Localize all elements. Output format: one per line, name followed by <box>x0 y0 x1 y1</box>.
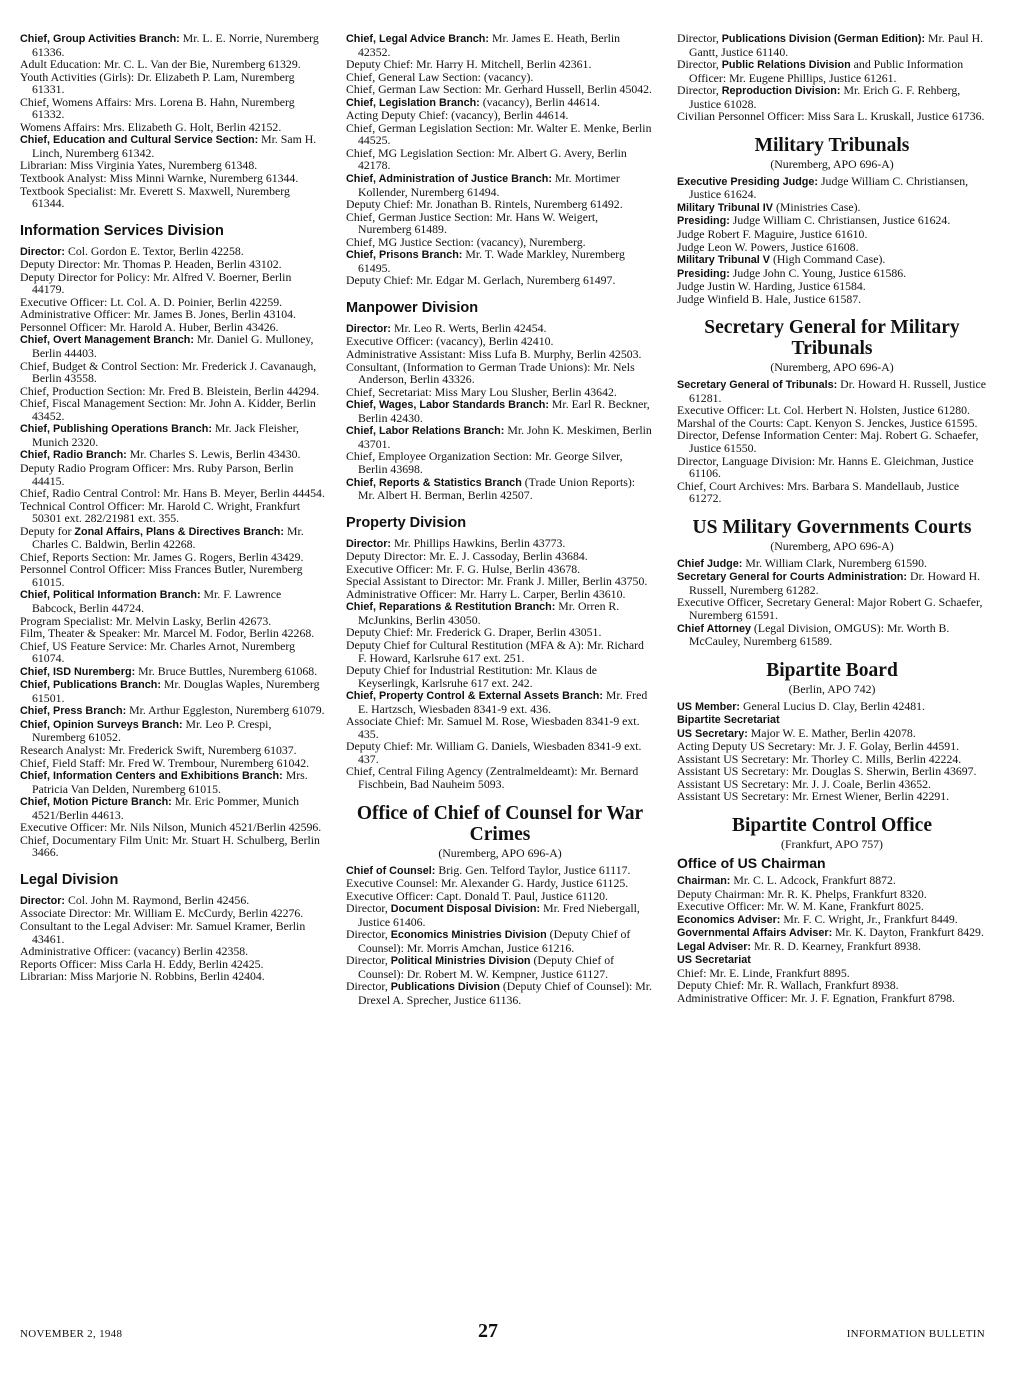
directory-entry <box>20 704 325 718</box>
entry-title: Secretary General for Courts Administration: <box>677 571 907 584</box>
entry-text: Civilian Personnel Officer: Miss Sara L. Kruskall, Justice 61736. <box>677 109 985 124</box>
directory-entry <box>677 455 987 480</box>
entry-text: Executive Officer: Lt. Col. A. D. Poinier, Berlin 42259. <box>20 294 283 309</box>
entry-title: US Member: <box>677 700 740 713</box>
entry-text: Textbook Analyst: Miss Minni Warnke, Nuremberg 61344. <box>20 171 299 186</box>
entry-text: Executive Officer: Capt. Donald T. Paul, Justice 61120. <box>346 888 608 903</box>
directory-entry <box>346 740 654 765</box>
entry-title: Document Disposal Division: <box>390 903 541 916</box>
entry-text: Mr. Charles C. Baldwin, Berlin 42268. <box>32 523 304 552</box>
directory-entry <box>677 378 987 404</box>
entry-title: Chief, Property Control & External Assets Branch: <box>346 690 603 703</box>
entry-text: Chief, German Law Section: Mr. Gerhard Hussell, Berlin 45042. <box>346 82 652 97</box>
subsection-heading: Office of US Chairman <box>677 854 826 871</box>
entry-text: Chief, Budget & Control Section: Mr. Frederick J. Cavanaugh, Berlin 43558. <box>20 358 317 386</box>
entry-title: Political Ministries Division <box>390 955 531 968</box>
entry-text: Mr. Earl R. Beckner, Berlin 42430. <box>358 397 650 425</box>
directory-entry <box>20 718 325 744</box>
directory-entry <box>677 790 987 803</box>
entry-title: Director: <box>346 537 391 550</box>
entry-text: Deputy Chief: Mr. Edgar M. Gerlach, Nuremberg 61497. <box>346 273 616 288</box>
entry-text: Assistant US Secretary: Mr. Douglas S. Sherwin, Berlin 43697. <box>677 764 977 779</box>
entry-title: US Secretariat <box>677 954 751 967</box>
directory-entry <box>20 970 325 983</box>
directory-entry <box>677 84 987 110</box>
directory-entry <box>677 214 987 228</box>
entry-title: Chief, Opinion Surveys Branch: <box>20 718 183 731</box>
entry-text: Administrative Officer: Mr. James B. Jones, Berlin 43104. <box>20 307 296 322</box>
directory-entry <box>20 834 325 859</box>
entry-text: Mr. K. Dayton, Frankfurt 8429. <box>832 925 984 940</box>
directory-entry <box>677 480 987 505</box>
entry-title: Director: <box>20 894 65 907</box>
entry-text: Dr. Howard H. Russell, Nuremberg 61282. <box>689 569 981 597</box>
entry-text: Deputy Chief for Industrial Restitution: Mr. Klaus de Keyserlingk, Karlsruhe 617 ext. 242. <box>346 663 597 690</box>
entry-text: Associate Director: Mr. William E. McCurdy, Berlin 42276. <box>20 906 304 921</box>
entry-title: Chief, Information Centers and Exhibitions Branch: <box>20 770 283 783</box>
directory-entry <box>20 894 325 908</box>
entry-text: Chief, Reports Section: Mr. James G. Rogers, Berlin 43429. <box>20 549 304 564</box>
entry-text: Director, <box>346 953 391 968</box>
entry-text: Chief, MG Legislation Section: Mr. Albert G. Avery, Berlin 42178. <box>346 145 627 173</box>
directory-entry <box>346 274 654 287</box>
entry-title: Chief, Political Information Branch: <box>20 589 201 602</box>
directory-entry <box>20 333 325 359</box>
entry-text: Film, Theater & Speaker: Mr. Marcel M. Fodor, Berlin 42268. <box>20 626 315 641</box>
entry-title: Chief of Counsel: <box>346 864 436 877</box>
entry-text: Mr. Daniel G. Mulloney, Berlin 44403. <box>32 332 314 361</box>
directory-entry <box>346 476 654 502</box>
directory-entry <box>20 500 325 525</box>
entry-text: Mr. Erich G. F. Rehberg, Justice 61028. <box>689 83 961 111</box>
directory-entry <box>677 596 987 621</box>
entry-text: Librarian: Miss Virginia Yates, Nuremberg 61348. <box>20 158 258 173</box>
entry-text: and Public Information Officer: Mr. Eugene Phillips, Justice 61261. <box>689 57 964 85</box>
entry-text: Mr. Sam H. Linch, Nuremberg 61342. <box>32 132 317 160</box>
directory-entry <box>677 429 987 454</box>
entry-text: Director, <box>677 83 722 98</box>
entry-text: Director, <box>346 901 391 916</box>
entry-text: Dr. Howard H. Russell, Justice 61281. <box>689 377 986 405</box>
entry-text: Deputy Chief: Mr. Jonathan B. Rintels, Nuremberg 61492. <box>346 197 623 212</box>
entry-text: Col. John M. Raymond, Berlin 42456. <box>65 892 250 907</box>
entry-text: Executive Officer: Lt. Col. Herbert N. Holsten, Justice 61280. <box>677 403 970 418</box>
directory-entry <box>20 678 325 704</box>
entry-text: (Deputy Chief of Counsel): Mr. Drexel A. Sprecher, Justice 61136. <box>358 979 652 1007</box>
entry-title: Chief Attorney <box>677 622 751 635</box>
office-heading: Office of Chief of Counsel for War Crimes <box>356 802 644 845</box>
entry-text: Executive Officer: Mr. W. M. Kane, Frankfurt 8025. <box>677 899 924 914</box>
directory-entry <box>677 253 987 267</box>
entry-text: Mr. John K. Meskimen, Berlin 43701. <box>358 423 652 451</box>
page-number: 27 <box>478 1320 498 1342</box>
entry-text: Chief, Fiscal Management Section: Mr. John A. Kidder, Berlin 43452. <box>20 396 316 423</box>
entry-text: Mr. Leo R. Werts, Berlin 42454. <box>391 320 547 335</box>
directory-entry <box>20 665 325 679</box>
directory-entry <box>20 920 325 945</box>
directory-entry <box>677 926 987 940</box>
entry-text: Chief, MG Justice Section: (vacancy), Nuremberg. <box>346 234 586 249</box>
entry-text: General Lucius D. Clay, Berlin 42481. <box>740 698 925 713</box>
directory-entry <box>346 954 654 980</box>
entry-text: Mrs. Patricia Van Delden, Nuremberg 61015. <box>32 768 308 796</box>
entry-title: Chief, Group Activities Branch: <box>20 33 180 45</box>
location-subheading: (Nuremberg, APO 696-A) <box>770 360 894 375</box>
entry-text: Chief, Womens Affairs: Mrs. Lorena B. Hahn, Nuremberg 61332. <box>20 94 295 122</box>
directory-entry <box>346 211 654 236</box>
entry-text: Mr. Paul H. Gantt, Justice 61140. <box>689 31 984 59</box>
entry-text: Deputy Chief: Mr. Frederick G. Draper, Berlin 43051. <box>346 625 602 640</box>
entry-title: Public Relations Division <box>721 59 851 72</box>
directory-entry <box>677 713 987 727</box>
entry-text: Mr. Leo P. Crespi, Nuremberg 61052. <box>32 716 272 745</box>
directory-entry <box>346 664 654 689</box>
location-subheading: (Nuremberg, APO 696-A) <box>770 538 894 553</box>
directory-entry <box>346 398 654 424</box>
entry-text: Librarian: Miss Marjorie N. Robbins, Berlin 42404. <box>20 969 265 984</box>
entry-text: Mr. Charles S. Lewis, Berlin 43430. <box>126 447 301 462</box>
entry-title: Presiding: <box>677 215 730 228</box>
directory-entry <box>346 322 654 336</box>
directory-entry <box>677 32 987 58</box>
directory-entry <box>20 525 325 551</box>
directory-entry <box>346 864 654 878</box>
directory-entry <box>20 185 325 210</box>
entry-title: Chief, Publishing Operations Branch: <box>20 423 212 436</box>
entry-text: Deputy Chief for Cultural Restitution (MFA & A): Mr. Richard F. Howard, Karlsruhe 617 ext. 251. <box>346 637 644 665</box>
entry-text: Judge William C. Christiansen, Justice 61624. <box>689 173 969 202</box>
entry-text: Assistant US Secretary: Mr. Thorley C. Mills, Berlin 42224. <box>677 751 962 766</box>
entry-title: Chief, Administration of Justice Branch: <box>346 173 552 186</box>
entry-text: Acting Deputy Chief: (vacancy), Berlin 44614. <box>346 108 569 123</box>
directory-entry <box>346 639 654 664</box>
entry-text: Deputy Radio Program Officer: Mrs. Ruby Parson, Berlin 44415. <box>20 460 294 488</box>
entry-text: Administrative Assistant: Miss Lufa B. Murphy, Berlin 42503. <box>346 347 642 362</box>
entry-title: Economics Ministries Division <box>390 929 547 942</box>
entry-text: Chief, Radio Central Control: Mr. Hans B. Meyer, Berlin 44454. <box>20 486 325 501</box>
entry-title: Chief, Radio Branch: <box>20 449 127 462</box>
directory-entry <box>677 557 987 571</box>
entry-text: Research Analyst: Mr. Frederick Swift, Nuremberg 61037. <box>20 742 297 757</box>
entry-text: Deputy Chairman: Mr. R. K. Phelps, Frankfurt 8320. <box>677 886 927 901</box>
entry-text: Mr. Jack Fleisher, Munich 2320. <box>32 421 299 449</box>
entry-text: Mr. Orren R. McJunkins, Berlin 43050. <box>358 599 620 627</box>
directory-entry <box>20 563 325 588</box>
directory-entry <box>677 110 987 123</box>
directory-entry <box>20 640 325 665</box>
entry-title: Chief, Overt Management Branch: <box>20 334 194 347</box>
entry-text: (Deputy Chief of Counsel): Dr. Robert M. W. Kempner, Justice 61127. <box>358 953 615 981</box>
entry-text: Chief, Employee Organization Section: Mr. George Silver, Berlin 43698. <box>346 449 623 476</box>
entry-text: Deputy Chief: Mr. William G. Daniels, Wiesbaden 8341-9 ext. 437. <box>346 739 642 766</box>
entry-text: Executive Officer: Mr. F. G. Hulse, Berlin 43678. <box>346 561 581 576</box>
entry-title: Chief, Legislation Branch: <box>346 96 480 109</box>
directory-entry <box>346 600 654 626</box>
directory-entry <box>20 462 325 487</box>
entry-text: Judge Robert F. Maguire, Justice 61610. <box>677 227 868 242</box>
entry-text: (Trade Union Reports): Mr. Albert H. Berman, Berlin 42507. <box>358 474 636 503</box>
directory-entry <box>677 293 987 306</box>
entry-text: Mr. James E. Heath, Berlin 42352. <box>358 31 621 59</box>
directory-entry <box>677 953 987 967</box>
entry-text: (Ministries Case). <box>773 199 861 214</box>
entry-text: Assistant US Secretary: Mr. Ernest Wiener, Berlin 42291. <box>677 789 950 804</box>
entry-text: Judge Winfield B. Hale, Justice 61587. <box>677 291 862 306</box>
entry-text: Col. Gordon E. Textor, Berlin 42258. <box>65 243 244 258</box>
entry-text: Administrative Officer: Mr. J. F. Egnation, Frankfurt 8798. <box>677 990 955 1005</box>
entry-text: (vacancy), Berlin 44614. <box>479 94 601 109</box>
entry-text: Administrative Officer: (vacancy) Berlin 42358. <box>20 944 249 959</box>
column-2 <box>346 32 654 1007</box>
entry-title: Chief, Press Branch: <box>20 705 127 718</box>
directory-entry <box>677 727 987 741</box>
column-3 <box>677 32 987 1004</box>
entry-text: Judge Leon W. Powers, Justice 61608. <box>677 239 859 254</box>
entry-text: Marshal of the Courts: Capt. Kenyon S. Jenckes, Justice 61595. <box>677 415 978 430</box>
entry-title: Zonal Affairs, Plans & Directives Branch: <box>74 525 284 538</box>
entry-text: Deputy Chief: Mr. Harry H. Mitchell, Berlin 42361. <box>346 57 592 72</box>
entry-title: Publications Division (German Edition): <box>721 33 926 45</box>
entry-text: Associate Chief: Mr. Samuel M. Rose, Wiesbaden 8341-9 ext. 435. <box>346 714 640 741</box>
directory-entry <box>677 874 987 888</box>
column-1 <box>20 32 325 983</box>
directory-entry <box>677 940 987 954</box>
entry-text: Chief, Documentary Film Unit: Mr. Stuart H. Schulberg, Berlin 3466. <box>20 832 320 860</box>
entry-title: Director: <box>346 322 391 335</box>
section-heading: Information Services Division <box>20 222 224 239</box>
footer-publication: INFORMATION BULLETIN <box>846 1328 985 1340</box>
entry-text: Director, Defense Information Center: Maj. Robert G. Schaefer, Justice 61550. <box>677 428 979 456</box>
section-heading: Legal Division <box>20 871 119 888</box>
entry-text: Chief, German Justice Section: Mr. Hans W. Weigert, Nuremberg 61489. <box>346 209 599 237</box>
directory-entry <box>20 448 325 462</box>
directory-entry <box>20 422 325 448</box>
entry-text: Youth Activities (Girls): Dr. Elizabeth P. Lam, Nuremberg 61331. <box>20 69 295 97</box>
entry-text: Deputy Director: Mr. E. J. Cassoday, Berlin 43684. <box>346 549 588 564</box>
directory-entry <box>346 450 654 475</box>
entry-text: Chief, Central Filing Agency (Zentralmeldeamt): Mr. Bernard Fischbein, Bad Nauheim 5093. <box>346 764 639 791</box>
directory-entry <box>346 96 654 110</box>
directory-entry <box>346 32 654 58</box>
directory-entry <box>677 700 987 714</box>
entry-text: Judge John C. Young, Justice 61586. <box>729 265 907 280</box>
directory-entry <box>346 248 654 274</box>
entry-text: Judge Justin W. Harding, Justice 61584. <box>677 279 866 294</box>
entry-text: Mr. L. E. Norrie, Nuremberg 61336. <box>32 31 319 59</box>
entry-text: Deputy for <box>20 523 75 538</box>
entry-text: Acting Deputy US Secretary: Mr. J. F. Golay, Berlin 44591. <box>677 739 960 754</box>
office-heading: Bipartite Board <box>766 659 898 681</box>
entry-text: Director, <box>677 31 722 45</box>
location-subheading: (Berlin, APO 742) <box>788 681 876 696</box>
location-subheading: (Nuremberg, APO 696-A) <box>770 156 894 171</box>
entry-text: Mr. Douglas Waples, Nuremberg 61501. <box>32 677 320 705</box>
entry-text: Chief: Mr. E. Linde, Frankfurt 8895. <box>677 965 850 980</box>
office-heading: Bipartite Control Office <box>731 814 932 836</box>
entry-title: Director: <box>20 245 65 258</box>
directory-entry <box>20 360 325 385</box>
entry-text: Mr. William Clark, Nuremberg 61590. <box>742 555 927 570</box>
entry-title: Bipartite Secretariat <box>677 714 780 727</box>
entry-title: Chief, Reports & Statistics Branch <box>346 476 522 489</box>
directory-entry <box>677 622 987 648</box>
entry-text: Director, <box>346 979 391 994</box>
directory-entry <box>346 902 654 928</box>
entry-text: Deputy Chief: Mr. R. Wallach, Frankfurt 8938. <box>677 978 899 993</box>
directory-entry <box>346 689 654 715</box>
entry-text: Assistant US Secretary: Mr. J. J. Coale, Berlin 43652. <box>677 776 931 791</box>
entry-title: Chief, Legal Advice Branch: <box>346 33 489 45</box>
directory-entry <box>677 913 987 927</box>
directory-entry <box>20 757 325 770</box>
entry-text: Mr. Phillips Hawkins, Berlin 43773. <box>391 535 566 550</box>
entry-text: Mr. F. Lawrence Babcock, Berlin 44724. <box>32 587 282 615</box>
entry-title: Chief Judge: <box>677 557 743 570</box>
location-subheading: (Frankfurt, APO 757) <box>781 836 883 851</box>
entry-title: Chief, Wages, Labor Standards Branch: <box>346 399 549 412</box>
directory-entry <box>20 133 325 159</box>
entry-text: Director, Language Division: Mr. Hanns E. Gleichman, Justice 61106. <box>677 453 974 481</box>
entry-title: Reproduction Division: <box>721 85 841 98</box>
entry-title: Military Tribunal V <box>677 254 770 267</box>
entry-text: Mr. T. Wade Markley, Nuremberg 61495. <box>358 247 625 275</box>
directory-entry <box>677 992 987 1005</box>
entry-text: Deputy Director for Policy: Mr. Alfred V. Boerner, Berlin 44179. <box>20 269 292 297</box>
entry-text: Mr. Arthur Eggleston, Nuremberg 61079. <box>126 703 325 718</box>
directory-entry <box>346 765 654 790</box>
entry-title: Secretary General of Tribunals: <box>677 379 838 392</box>
directory-entry <box>20 32 325 58</box>
entry-text: Mr. C. L. Adcock, Frankfurt 8872. <box>730 872 896 887</box>
directory-entry <box>20 769 325 795</box>
entry-title: Executive Presiding Judge: <box>677 175 819 188</box>
directory-entry <box>677 267 987 281</box>
entry-text: Director, <box>346 927 391 942</box>
footer-date: NOVEMBER 2, 1948 <box>20 1328 123 1340</box>
directory-entry <box>20 795 325 821</box>
directory-entry <box>346 361 654 386</box>
entry-title: Publications Division <box>390 981 500 994</box>
directory-entry <box>346 537 654 551</box>
section-heading: Manpower Division <box>346 299 479 316</box>
entry-text: Administrative Officer: Mr. Harry L. Carper, Berlin 43610. <box>346 586 626 601</box>
entry-text: Consultant to the Legal Adviser: Mr. Samuel Kramer, Berlin 43461. <box>20 919 306 946</box>
directory-entry <box>346 172 654 198</box>
entry-text: Director, <box>677 57 722 72</box>
directory-entry <box>20 245 325 259</box>
entry-text: (Deputy Chief of Counsel): Mr. Morris Amchan, Justice 61216. <box>358 927 631 955</box>
entry-title: Governmental Affairs Adviser: <box>677 927 833 940</box>
directory-entry <box>20 96 325 121</box>
entry-text: Consultant, (Information to German Trade Unions): Mr. Nels Anderson, Berlin 43326. <box>346 359 635 387</box>
entry-title: Chief, Reparations & Restitution Branch: <box>346 601 556 614</box>
entry-text: Mr. Fred E. Hartzsch, Wiesbaden 8341-9 ext. 436. <box>358 688 648 716</box>
directory-entry <box>677 58 987 84</box>
directory-entry <box>346 928 654 954</box>
entry-text: Judge William C. Christiansen, Justice 61624. <box>729 213 951 228</box>
entry-text: Adult Education: Mr. C. L. Van der Bie, Nuremberg 61329. <box>20 57 301 72</box>
office-heading: US Military Governments Courts <box>692 516 972 538</box>
directory-entry <box>677 570 987 596</box>
entry-title: Chief, Prisons Branch: <box>346 249 463 262</box>
entry-title: Chief, Education and Cultural Service Section: <box>20 134 259 147</box>
directory-entry <box>677 175 987 201</box>
entry-text: Major W. E. Mather, Berlin 42078. <box>747 725 916 740</box>
entry-text: Mr. R. D. Kearney, Frankfurt 8938. <box>751 938 921 953</box>
entry-title: Economics Adviser: <box>677 913 781 926</box>
entry-text: Executive Counsel: Mr. Alexander G. Hardy, Justice 61125. <box>346 876 629 891</box>
entry-text: Reports Officer: Miss Carla H. Eddy, Berlin 42425. <box>20 956 264 971</box>
entry-text: Executive Officer: (vacancy), Berlin 42410. <box>346 334 554 349</box>
directory-entry <box>346 980 654 1006</box>
entry-text: Chief, German Legislation Section: Mr. Walter E. Menke, Berlin 44525. <box>346 120 652 148</box>
entry-text: Special Assistant to Director: Mr. Frank J. Miller, Berlin 43750. <box>346 574 648 589</box>
entry-text: Chief, Field Staff: Mr. Fred W. Trembour, Nuremberg 61042. <box>20 755 310 770</box>
entry-text: Personnel Officer: Mr. Harold A. Huber, Berlin 43426. <box>20 319 279 334</box>
entry-text: Mr. Bruce Buttles, Nuremberg 61068. <box>135 663 318 678</box>
entry-title: Presiding: <box>677 267 730 280</box>
entry-text: Chief, US Feature Service: Mr. Charles Arnot, Nuremberg 61074. <box>20 638 295 666</box>
entry-title: US Secretary: <box>677 727 748 740</box>
entry-text: Program Specialist: Mr. Melvin Lasky, Berlin 42673. <box>20 613 272 628</box>
entry-text: Chief, Court Archives: Mrs. Barbara S. Mandellaub, Justice 61272. <box>677 478 960 506</box>
entry-text: Chief, Secretariat: Miss Mary Lou Slusher, Berlin 43642. <box>346 384 617 399</box>
entry-text: Chief, General Law Section: (vacancy). <box>346 69 534 84</box>
entry-title: Legal Adviser: <box>677 940 752 953</box>
entry-text: Deputy Director: Mr. Thomas P. Headen, Berlin 43102. <box>20 257 282 272</box>
entry-text: Mr. Fred Niebergall, Justice 61406. <box>358 901 640 929</box>
directory-entry <box>346 424 654 450</box>
directory-entry <box>20 588 325 614</box>
directory-entry <box>20 397 325 422</box>
entry-text: Mr. Eric Pommer, Munich 4521/Berlin 44613. <box>32 794 300 822</box>
directory-entry <box>20 271 325 296</box>
entry-title: Chief, ISD Nuremberg: <box>20 665 136 678</box>
location-subheading: (Nuremberg, APO 696-A) <box>438 845 562 860</box>
entry-title: Chairman: <box>677 874 731 887</box>
directory-entry <box>346 715 654 740</box>
entry-title: Chief, Publications Branch: <box>20 679 161 692</box>
directory-entry <box>346 122 654 147</box>
entry-text: Textbook Specialist: Mr. Everett S. Maxwell, Nuremberg 61344. <box>20 183 290 211</box>
entry-text: Technical Control Officer: Mr. Harold C. Wright, Frankfurt 50301 ext. 282/21981 ext. 355. <box>20 498 301 526</box>
entry-text: Chief, Production Section: Mr. Fred B. Bleistein, Berlin 44294. <box>20 383 320 398</box>
entry-text: Womens Affairs: Mrs. Elizabeth G. Holt, Berlin 42152. <box>20 119 282 134</box>
office-heading: Military Tribunals <box>754 134 910 156</box>
entry-text: Executive Officer, Secretary General: Major Robert G. Schaefer, Nuremberg 61591. <box>677 595 983 622</box>
entry-text: Brig. Gen. Telford Taylor, Justice 61117. <box>435 862 631 877</box>
entry-text: Executive Officer: Mr. Nils Nilson, Munich 4521/Berlin 42596. <box>20 820 322 835</box>
entry-text: (High Command Case). <box>770 252 886 267</box>
entry-text: Mr. Mortimer Kollender, Nuremberg 61494. <box>358 171 620 199</box>
directory-entry <box>20 71 325 96</box>
office-heading: Secretary General for Military Tribunals <box>704 317 960 360</box>
entry-title: Military Tribunal IV <box>677 201 773 214</box>
section-heading: Property Division <box>346 514 467 531</box>
entry-text: Personnel Control Officer: Miss Frances Butler, Nuremberg 61015. <box>20 562 303 589</box>
directory-entry <box>346 147 654 172</box>
entry-text: (Legal Division, OMGUS): Mr. Worth B. McCauley, Nuremberg 61589. <box>689 620 950 649</box>
entry-title: Chief, Motion Picture Branch: <box>20 796 172 809</box>
directory-entry <box>677 201 987 215</box>
entry-text: Mr. F. C. Wright, Jr., Frankfurt 8449. <box>780 911 958 926</box>
entry-title: Chief, Labor Relations Branch: <box>346 425 505 438</box>
